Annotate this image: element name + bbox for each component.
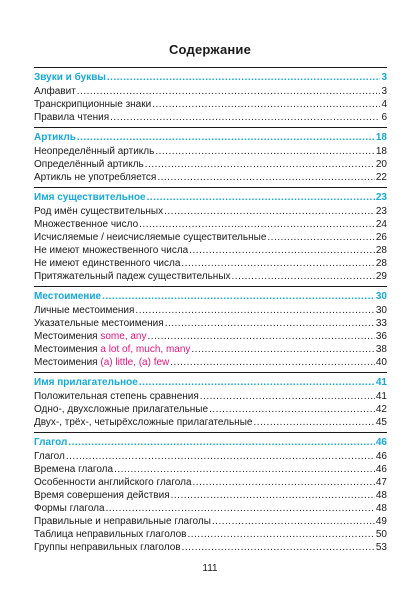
toc-entry-page: 42 (375, 404, 387, 415)
toc-entry-page: 4 (381, 99, 387, 110)
dot-leader (139, 376, 375, 389)
dot-leader (157, 171, 375, 184)
toc-entry-label: Не имеют множественного числа (34, 245, 189, 256)
toc-entry-page: 22 (375, 172, 387, 183)
toc-heading-page: 41 (375, 377, 387, 388)
dot-leader (253, 416, 374, 429)
toc-heading-page: 30 (375, 291, 387, 302)
toc-entry-label: Группы неправильных глаголов (34, 542, 181, 553)
english-term-highlight: (a) little, (a) few (100, 357, 170, 368)
toc-entry[interactable] (34, 489, 387, 502)
dot-leader (77, 85, 381, 98)
toc-entry-page: 41 (375, 391, 387, 402)
toc-entry-page: 38 (375, 344, 387, 355)
toc-heading-label: Имя существительное (34, 192, 146, 203)
dot-leader (155, 145, 375, 158)
toc-heading-page: 3 (381, 72, 387, 83)
dot-leader (191, 343, 374, 356)
toc-entry[interactable] (34, 343, 387, 356)
dot-leader (68, 436, 375, 449)
dot-leader (66, 450, 375, 463)
toc-heading-label: Местоимение (34, 291, 102, 302)
dot-leader (135, 304, 374, 317)
dot-leader (170, 356, 375, 369)
dot-leader (182, 541, 375, 554)
toc-entry[interactable] (34, 416, 387, 429)
toc-entry-label-text: Местоимения (34, 331, 101, 342)
toc-entry[interactable] (34, 463, 387, 476)
toc-section (34, 432, 387, 554)
toc-entry[interactable] (34, 257, 387, 270)
toc-heading-page: 46 (375, 437, 387, 448)
toc-entry-page: 53 (375, 542, 387, 553)
dot-leader (107, 71, 381, 84)
dot-leader (139, 218, 375, 231)
dot-leader (148, 330, 375, 343)
toc-entry-label: Одно-, двухсложные прилагательные (34, 404, 209, 415)
toc-section (34, 127, 387, 184)
toc-entry[interactable] (34, 403, 387, 416)
toc-entry[interactable] (34, 171, 387, 184)
toc-entry-label: Род имён существительных (34, 206, 164, 217)
toc-entry[interactable] (34, 330, 387, 343)
toc-entry-label: Правила чтения (34, 112, 110, 123)
dot-leader (164, 205, 375, 218)
toc-section (34, 187, 387, 283)
toc-entry[interactable] (34, 304, 387, 317)
toc-entry[interactable] (34, 111, 387, 124)
toc-heading-label: Имя прилагательное (34, 377, 138, 388)
english-term-highlight: some, any (100, 331, 147, 342)
toc-entry-page: 26 (375, 232, 387, 243)
dot-leader (187, 528, 374, 541)
toc-entry-page: 48 (375, 503, 387, 514)
toc-entry-page: 24 (375, 219, 387, 230)
english-term-highlight: a lot of, much, many (100, 344, 191, 355)
toc-entry-label: Личные местоимения (34, 305, 135, 316)
toc-entry[interactable] (34, 476, 387, 489)
toc-entry[interactable] (34, 502, 387, 515)
dot-leader (77, 131, 375, 144)
toc-entry-label (34, 330, 147, 343)
toc-section (34, 372, 387, 429)
toc-entry-page: 46 (375, 464, 387, 475)
dot-leader (145, 158, 375, 171)
toc-heading-label: Звуки и буквы (34, 72, 106, 83)
toc-entry[interactable] (34, 317, 387, 330)
toc-entry[interactable] (34, 270, 387, 283)
dot-leader (102, 290, 375, 303)
toc-entry-page: 50 (375, 529, 387, 540)
toc-entry-label: Двух-, трёх-, четырёхсложные прилагательные (34, 417, 253, 428)
toc-entry-label: Алфавит (34, 86, 76, 97)
toc-entry-page: 49 (375, 516, 387, 527)
toc-entry-page: 46 (375, 451, 387, 462)
toc-entry[interactable] (34, 231, 387, 244)
toc-entry-label-text: Местоимения (34, 357, 101, 368)
toc-section (34, 67, 387, 124)
dot-leader (147, 191, 375, 204)
toc-entry-page: 20 (375, 159, 387, 170)
toc-entry-page: 48 (375, 490, 387, 501)
toc-section-heading[interactable] (34, 436, 387, 449)
toc-entry-page: 30 (375, 305, 387, 316)
toc-entry-label (34, 343, 190, 356)
toc-entry[interactable] (34, 244, 387, 257)
toc-heading-page: 18 (375, 132, 387, 143)
toc-entry[interactable] (34, 541, 387, 554)
toc-entry-label-text: Местоимения (34, 344, 101, 355)
toc-entry-page: 40 (375, 357, 387, 368)
toc-heading-label: Глагол (34, 437, 68, 448)
dot-leader (165, 317, 375, 330)
toc-entry[interactable] (34, 85, 387, 98)
dot-leader (189, 244, 375, 257)
toc-entry[interactable] (34, 145, 387, 158)
dot-leader (200, 390, 375, 403)
dot-leader (267, 231, 374, 244)
toc-entry-label: Таблица неправильных глаголов (34, 529, 187, 540)
toc-entry-label: Положительная степень сравнения (34, 391, 199, 402)
page-number: 111 (202, 563, 218, 574)
toc-entry-label: Транскрипционные знаки (34, 99, 152, 110)
dot-leader (209, 403, 375, 416)
toc-entry[interactable] (34, 98, 387, 111)
toc-entry-label: Множественное число (34, 219, 139, 230)
dot-leader (181, 257, 374, 270)
toc-entry-page: 23 (375, 206, 387, 217)
toc-entry[interactable] (34, 158, 387, 171)
dot-leader (106, 502, 375, 515)
toc-entry[interactable] (34, 528, 387, 541)
toc-entry-label: Глагол (34, 451, 65, 462)
toc-entry[interactable] (34, 515, 387, 528)
toc-entry-label: Артикль не употребляется (34, 172, 157, 183)
toc-entry-page: 45 (375, 417, 387, 428)
toc-entry-label (34, 356, 169, 369)
toc-entry-label: Время совершения действия (34, 490, 170, 501)
toc-entry[interactable] (34, 390, 387, 403)
toc-entry[interactable] (34, 356, 387, 369)
table-of-contents (34, 67, 387, 557)
toc-entry-page: 36 (375, 331, 387, 342)
toc-entry-page: 47 (375, 477, 387, 488)
dot-leader (171, 489, 375, 502)
dot-leader (232, 270, 375, 283)
toc-section-heading[interactable] (34, 71, 387, 84)
toc-entry-page: 33 (375, 318, 387, 329)
toc-entry-label: Указательные местоимения (34, 318, 164, 329)
toc-entry-label: Определённый артикль (34, 159, 144, 170)
toc-heading-page: 23 (375, 192, 387, 203)
toc-entry-page: 3 (381, 86, 387, 97)
dot-leader (114, 463, 375, 476)
dot-leader (212, 515, 375, 528)
dot-leader (152, 98, 380, 111)
dot-leader (110, 111, 380, 124)
toc-entry-label: Правильные и неправильные глаголы (34, 516, 211, 527)
toc-entry-page: 29 (375, 271, 387, 282)
toc-heading-label: Артикль (34, 132, 76, 143)
toc-section-heading[interactable] (34, 191, 387, 204)
toc-section (34, 286, 387, 369)
toc-entry[interactable] (34, 205, 387, 218)
toc-entry-label: Не имеют единственного числа (34, 258, 181, 269)
toc-entry-page: 18 (375, 146, 387, 157)
toc-entry-label: Исчисляемые / неисчисляемые существительные (34, 232, 267, 243)
page-title: Содержание (168, 42, 252, 57)
toc-entry-label: Притяжательный падеж существительных (34, 271, 231, 282)
toc-entry-page: 28 (375, 258, 387, 269)
toc-entry-page: 28 (375, 245, 387, 256)
toc-section-heading[interactable] (34, 290, 387, 303)
toc-section-heading[interactable] (34, 131, 387, 144)
dot-leader (193, 476, 375, 489)
toc-entry[interactable] (34, 450, 387, 463)
toc-entry-label: Особенности английского глагола (34, 477, 192, 488)
toc-entry[interactable] (34, 218, 387, 231)
toc-entry-label: Неопределённый артикль (34, 146, 155, 157)
toc-entry-label: Времена глагола (34, 464, 114, 475)
toc-entry-page: 6 (381, 112, 387, 123)
toc-entry-label: Формы глагола (34, 503, 105, 514)
toc-section-heading[interactable] (34, 376, 387, 389)
